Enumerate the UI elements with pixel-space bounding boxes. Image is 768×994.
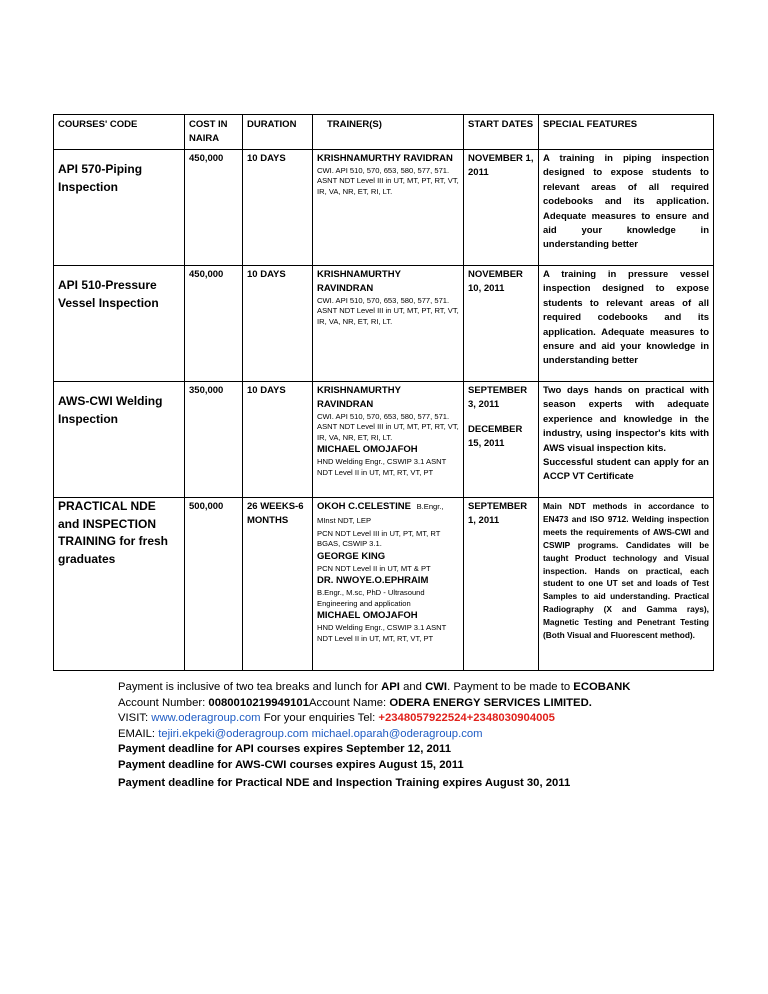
email-line bbox=[118, 727, 738, 743]
api-label: API bbox=[381, 681, 400, 693]
course-code: API 510-Pressure Vessel Inspection bbox=[54, 266, 185, 382]
website-link[interactable]: www.oderagroup.com bbox=[151, 712, 261, 725]
trainer-qualifications: HND Welding Engr., CSWIP 3.1 ASNT NDT Level II in UT, MT, RT, VT, PT bbox=[317, 623, 447, 643]
trainer-qualifications-inline: B.Engr., MInst NDT, LEP bbox=[317, 502, 444, 526]
start-date: SEPTEMBER 3, 2011 bbox=[468, 385, 528, 411]
email-label: EMAIL: bbox=[118, 727, 156, 740]
deadline-line: Payment deadline for API courses expires September 12, 2011 bbox=[118, 743, 451, 756]
feature-text: Two days hands on practical with season experts with adequate experience and knowledge in the industry, using inspector's kits with AWS visual inspection kits. bbox=[543, 385, 709, 454]
trainer-line bbox=[317, 500, 459, 529]
course-duration: 10 DAYS bbox=[243, 150, 313, 266]
course-cost: 500,000 bbox=[185, 498, 243, 671]
enquiries-text: For your enquiries Tel: bbox=[263, 712, 376, 725]
course-code: API 570-Piping Inspection bbox=[54, 150, 185, 266]
table-row bbox=[54, 498, 714, 671]
course-code: PRACTICAL NDE and INSPECTION TRAINING for fresh graduates bbox=[54, 498, 185, 671]
phone-number[interactable]: +2348030904005 bbox=[466, 712, 555, 725]
course-cost: 450,000 bbox=[185, 266, 243, 382]
account-line bbox=[118, 696, 738, 712]
course-cost: 450,000 bbox=[185, 150, 243, 266]
course-features bbox=[539, 382, 714, 498]
trainer-name: KRISHNAMURTHY RAVINDRAN bbox=[317, 269, 401, 294]
trainer-qualifications: PCN NDT Level III in UT, PT, MT, RT BGAS, CSWIP 3.1. bbox=[317, 528, 441, 549]
trainer-qualifications: PCN NDT Level II in UT, MT & PT bbox=[317, 563, 431, 573]
course-features bbox=[539, 266, 714, 382]
account-name-label: Account Name: bbox=[308, 696, 387, 709]
deadline-line: Payment deadline for AWS-CWI courses expires August 15, 2011 bbox=[118, 758, 464, 771]
account-number-label: Account Number: bbox=[118, 696, 206, 709]
trainer-qualifications: CWI. API 510, 570, 653, 580, 577, 571. ASNT NDT Level III in UT, MT, PT, RT, VT, IR, VA, NR, ET, RI, LT. bbox=[317, 295, 459, 326]
contact-line bbox=[118, 711, 738, 727]
trainer-name: MICHAEL OMOJAFOH bbox=[317, 444, 418, 456]
course-code: AWS-CWI Welding Inspection bbox=[54, 382, 185, 498]
table-row bbox=[54, 150, 714, 266]
trainer-name: DR. NWOYE.O.EPHRAIM bbox=[317, 575, 429, 587]
payment-info bbox=[118, 680, 738, 791]
bank-name: ECOBANK bbox=[573, 681, 631, 693]
start-date: DECEMBER 15, 2011 bbox=[468, 423, 523, 450]
header-duration: DURATION bbox=[243, 115, 313, 150]
course-trainers bbox=[313, 150, 464, 266]
course-trainers bbox=[313, 382, 464, 498]
header-trainers: TRAINER(S) bbox=[313, 115, 464, 150]
payment-text-mid: . Payment to be made to bbox=[447, 681, 571, 693]
start-date: NOVEMBER 10, 2011 bbox=[468, 269, 523, 295]
course-start-dates bbox=[464, 382, 539, 498]
trainer-qualifications: B.Engr., M.sc, PhD - Ultrasound Engineering and application bbox=[317, 588, 425, 608]
account-name: ODERA ENERGY SERVICES LIMITED. bbox=[389, 696, 592, 709]
table-row bbox=[54, 266, 714, 382]
course-start-dates bbox=[464, 266, 539, 382]
visit-label: VISIT: bbox=[118, 712, 149, 725]
course-features bbox=[539, 150, 714, 266]
course-trainers bbox=[313, 498, 464, 671]
course-start-dates bbox=[464, 150, 539, 266]
header-special-features: SPECIAL FEATURES bbox=[539, 115, 714, 150]
course-cost: 350,000 bbox=[185, 382, 243, 498]
deadline-line: Payment deadline for Practical NDE and Inspection Training expires August 30, 2011 bbox=[118, 776, 571, 789]
table-header-row bbox=[54, 115, 714, 150]
course-duration: 10 DAYS bbox=[243, 266, 313, 382]
email-link[interactable]: michael.oparah@oderagroup.com bbox=[311, 727, 483, 740]
trainer-name: KRISHNAMURTHY RAVIDRAN bbox=[317, 153, 453, 164]
start-date: NOVEMBER 1, 2011 bbox=[468, 153, 534, 179]
phone-number[interactable]: +2348057922524 bbox=[378, 712, 467, 725]
feature-text: Main NDT methods in accordance to EN473 and ISO 9712. Welding inspection meets the requirements of AWS-CWI and CSWIP programs. Candidates will be taught Product technology and Visual inspection. Hands on practical, each student to one UT set and loads of Test Samples to aid understanding. Practical Radiography (X and Gamma rays), Magnetic Testing and Penetrant Testing (Both Visual and Fluorescent method). bbox=[543, 501, 709, 641]
trainer-name: KRISHNAMURTHY RAVINDRAN bbox=[317, 385, 401, 410]
payment-line bbox=[118, 680, 738, 696]
course-schedule-table bbox=[53, 114, 714, 671]
cwi-label: CWI bbox=[425, 681, 448, 693]
trainer-name: OKOH C.CELESTINE bbox=[317, 501, 411, 512]
feature-text: A training in piping inspection designed to expose students to relevant areas of all required codebooks and its application. Adequate measures to ensure and aid your knowledge in understanding better bbox=[543, 153, 709, 251]
start-date: SEPTEMBER 1, 2011 bbox=[468, 501, 528, 527]
trainer-name: MICHAEL OMOJAFOH bbox=[317, 610, 418, 622]
trainer-name: GEORGE KING bbox=[317, 551, 386, 562]
and-text: and bbox=[403, 681, 422, 693]
header-cost: COST IN NAIRA bbox=[185, 115, 243, 150]
course-features bbox=[539, 498, 714, 671]
feature-text: Successful student can apply for an ACCP VT Certificate bbox=[543, 457, 709, 483]
payment-text: Payment is inclusive of two tea breaks and lunch for bbox=[118, 681, 378, 693]
table-row bbox=[54, 382, 714, 498]
email-link[interactable]: tejiri.ekpeki@oderagroup.com bbox=[158, 727, 309, 740]
header-courses-code: COURSES' CODE bbox=[54, 115, 185, 150]
trainer-qualifications: HND Welding Engr., CSWIP 3.1 ASNT NDT Level II in UT, MT, RT, VT, PT bbox=[317, 457, 447, 477]
course-start-dates bbox=[464, 498, 539, 671]
feature-text: A training in pressure vessel inspection designed to expose students to relevant areas of all required codebooks and its application. Adequate measures to ensure and aid your knowledge in understanding better bbox=[543, 269, 709, 367]
course-trainers bbox=[313, 266, 464, 382]
trainer-qualifications: CWI. API 510, 570, 653, 580, 577, 571. ASNT NDT Level III in UT, MT, PT, RT, VT, IR, VA, NR, ET, RI, LT. bbox=[317, 165, 459, 196]
course-duration: 10 DAYS bbox=[243, 382, 313, 498]
course-duration: 26 WEEKS-6 MONTHS bbox=[243, 498, 313, 671]
trainer-qualifications: CWI. API 510, 570, 653, 580, 577, 571. ASNT NDT Level III in UT, MT, PT, RT, VT, IR, VA, NR, ET, RI, LT. bbox=[317, 411, 459, 442]
header-start-dates: START DATES bbox=[464, 115, 539, 150]
account-number: 0080010219949101 bbox=[208, 696, 309, 709]
